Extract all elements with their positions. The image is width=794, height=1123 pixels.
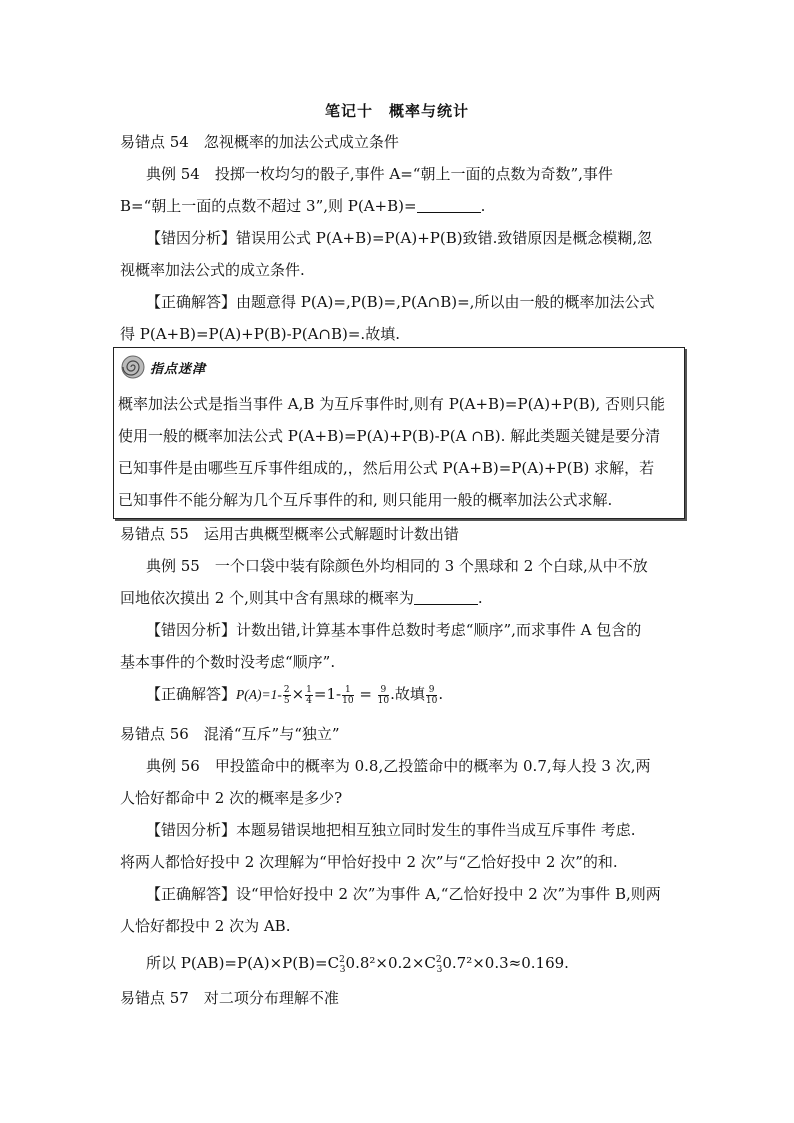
correct-answer-55-label: 【正确解答】 (146, 685, 237, 703)
result-56-mid2: 0.7²×0.3≈0.169. (442, 954, 569, 972)
correct-answer-56-line-2: 人恰好都投中 2 次为 AB. (120, 917, 291, 935)
error-analysis-55-line-1: 【错因分析】计数出错,计算基本事件总数时考虑“顺序”,而求事件 A 包含的 (146, 621, 642, 639)
section-56-heading: 易错点 56 混淆“互斥”与“独立” (120, 725, 340, 743)
answer-blank (417, 198, 481, 213)
spiral-icon (120, 354, 146, 380)
fraction-1-10: $\frac{1}{10}$ (342, 684, 354, 706)
example-55-line-1: 典例 55 一个口袋中装有除颜色外均相同的 3 个黑球和 2 个白球,从中不放 (146, 557, 648, 575)
section-57-heading: 易错点 57 对二项分布理解不准 (120, 989, 339, 1007)
error-analysis-55-line-2: 基本事件的个数时没考虑“顺序”. (120, 653, 336, 671)
example-55-line-2: 回地依次摸出 2 个,则其中含有黑球的概率为 . (120, 589, 483, 607)
answer-blank (414, 590, 478, 605)
page-title: 笔记十 概率与统计 (324, 102, 469, 120)
fraction-2-5: $\frac{2}{5}$ (283, 684, 290, 706)
result-56-prefix: 所以 P(AB)=P(A)×P(B)= (146, 954, 328, 972)
error-analysis-56-line-1: 【错因分析】本题易错误地把相互独立同时发生的事件当成互斥事件 考虑. (146, 821, 636, 839)
example-54-line-2: B=“朝上一面的点数不超过 3”,则 P(A+B)= . (120, 197, 486, 215)
example-54-line-1: 典例 54 投掷一枚均匀的骰子,事件 A=“朝上一面的点数为奇数”,事件 (146, 165, 613, 183)
correct-answer-55-tail: .故填 (390, 685, 425, 703)
result-56: 所以 $P(AB)=P(A)\times P(B)=C^2_30.8^2\times 0.2\times C^2_30.7^2\times 0.3\approx 0.169$. (146, 954, 569, 975)
tip-title: 指点迷津 (150, 361, 207, 377)
error-analysis-54-line-2: 视概率加法公式的成立条件. (120, 261, 305, 279)
fraction-9-10-final: $\frac{9}{10}$ (425, 684, 438, 706)
fraction-1-4: $\frac{1}{4}$ (306, 684, 312, 706)
correct-answer-55: 【正确解答】P(A)=1- $\frac{2}{5}$ × $\frac{1}{4}$ =1- $\frac{1}{10}$ = $\frac{9}{10}$ .故填 $\frac{9}{10}$ . (146, 684, 444, 706)
correct-answer-54-line-1: 【正确解答】由题意得 P(A)=,P(B)=,P(A∩B)=,所以由一般的概率加法公式 (146, 293, 655, 311)
section-54-heading: 易错点 54 忽视概率的加法公式成立条件 (120, 133, 399, 151)
fraction-9-10: $\frac{9}{10}$ (377, 684, 390, 706)
tip-header (120, 354, 206, 380)
example-56-line-2: 人恰好都命中 2 次的概率是多少? (120, 789, 343, 807)
section-55-heading: 易错点 55 运用古典概型概率公式解题时计数出错 (120, 525, 459, 543)
tip-line-3: 已知事件是由哪些互斥事件组成的,，然后用公式 P(A+B)=P(A)+P(B) 求解，若 (118, 459, 655, 477)
example-55-text: 回地依次摸出 2 个,则其中含有黑球的概率为 (120, 589, 414, 607)
error-analysis-54-line-1: 【错因分析】错误用公式 P(A+B)=P(A)+P(B)致错.致错原因是概念模糊,忽 (146, 229, 653, 247)
example-56-line-1: 典例 56 甲投篮命中的概率为 0.8,乙投篮命中的概率为 0.7,每人投 3 次,两 (146, 757, 651, 775)
tip-box (113, 347, 685, 519)
tip-line-2: 使用一般的概率加法公式 P(A+B)=P(A)+P(B)-P(A ∩B). 解此类题关键是要分清 (118, 427, 661, 445)
correct-answer-56-line-1: 【正确解答】设“甲恰好投中 2 次”为事件 A,“乙恰好投中 2 次”为事件 B,则两 (146, 885, 661, 903)
error-analysis-56-line-2: 将两人都恰好投中 2 次理解为“甲恰好投中 2 次”与“乙恰好投中 2 次”的和. (120, 853, 618, 871)
tip-line-1: 概率加法公式是指当事件 A,B 为互斥事件时,则有 P(A+B)=P(A)+P(B), 否则只能 (118, 395, 666, 413)
correct-answer-54-line-2: 得 P(A+B)=P(A)+P(B)-P(A∩B)=.故填. (120, 325, 400, 343)
correct-answer-55-expr: P(A)=1- (236, 687, 282, 702)
result-56-mid1: 0.8²×0.2× (345, 954, 425, 972)
tip-line-4: 已知事件不能分解为几个互斥事件的和, 则只能用一般的概率加法公式求解. (118, 491, 613, 509)
example-54-text: B=“朝上一面的点数不超过 3”,则 P(A+B)= (120, 197, 417, 215)
